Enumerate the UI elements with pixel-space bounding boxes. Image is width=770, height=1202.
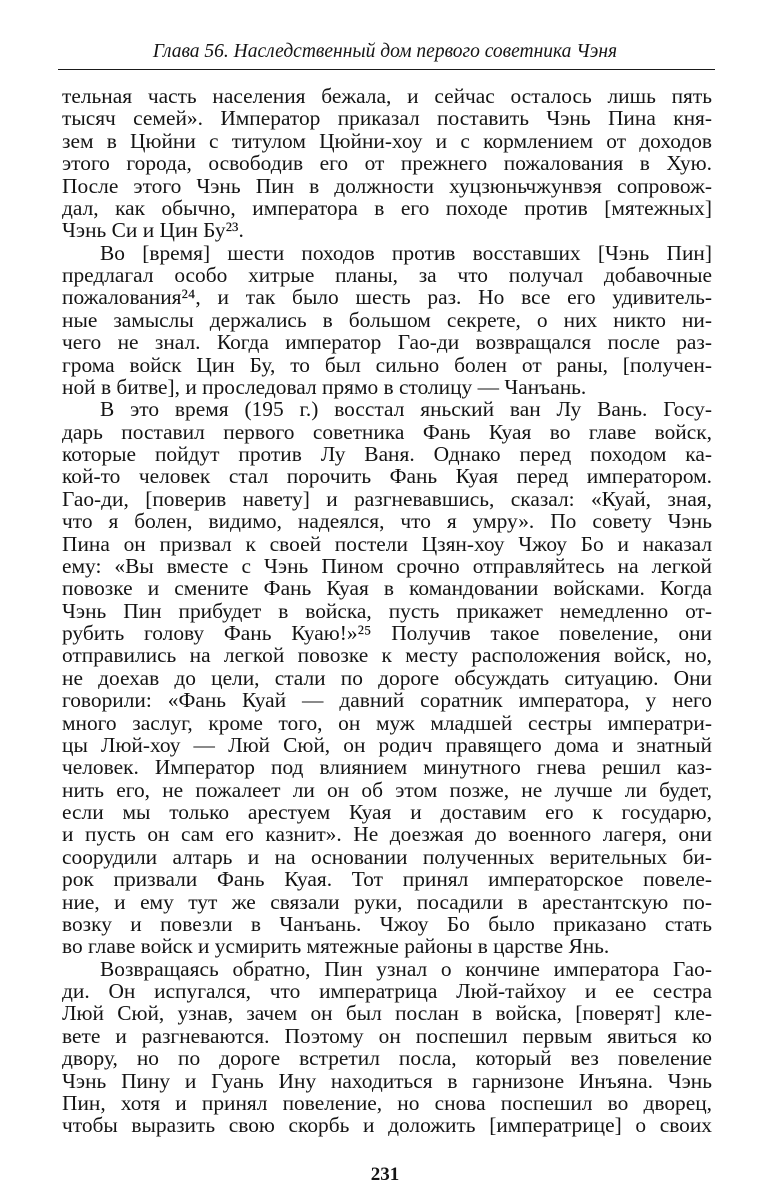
text-line: и пусть он сам его казнит». Не доезжая до военного лагеря, они bbox=[62, 822, 712, 847]
text-line: отправились на легкой повозке к месту расположения войск, но, bbox=[62, 643, 712, 668]
text-line: предлагал особо хитрые планы, за что получал добавочные bbox=[62, 263, 712, 287]
text-line: кой-то человек стал порочить Фань Куая перед императором. bbox=[62, 464, 712, 489]
text-line: чтобы выразить свою скорбь и доложить [императрице] о своих bbox=[62, 1113, 712, 1138]
text-line: вете и разгневаются. Поэтому он поспешил первым явиться ко bbox=[62, 1023, 712, 1048]
text-line: много заслуг, кроме того, он муж младшей сестры императри- bbox=[62, 710, 712, 735]
text-line: Люй Сюй, узнав, зачем он был послан в войска, [поверят] кле- bbox=[62, 1001, 712, 1026]
text-line: чего не знал. Когда император Гао-ди возвращался после раз- bbox=[62, 330, 712, 355]
text-line: ние, и ему тут же связали руки, посадили в арестантскую по- bbox=[62, 889, 712, 914]
text-line: Во [время] шести походов против восставших [Чэнь Пин] bbox=[100, 240, 712, 265]
text-line: этого города, освободив его от прежнего пожалования в Хую. bbox=[62, 151, 712, 176]
text-line: если мы только арестуем Куая и доставим его к государю, bbox=[62, 800, 712, 824]
text-line: Чэнь Пину и Гуань Ину находиться в гарнизоне Инъяна. Чэнь bbox=[62, 1068, 712, 1093]
text-line: тысяч семей». Император приказал поставить Чэнь Пина кня- bbox=[62, 106, 712, 131]
text-line: Пин, хотя и принял повеление, но снова поспешил во дворец, bbox=[62, 1090, 712, 1115]
text-line: нить его, не пожалеет ли он об этом позже, не лучше ли будет, bbox=[62, 777, 712, 802]
text-line: ные замыслы держались в большом секрете, о них никто ни- bbox=[62, 307, 712, 332]
text-line: которые пойдут против Лу Ваня. Однако перед походом ка- bbox=[62, 442, 712, 466]
page-number: 231 bbox=[370, 1164, 400, 1185]
body-text bbox=[62, 85, 712, 1137]
text-line: Гао-ди, [поверив навету] и разгневавшись, сказал: «Куай, зная, bbox=[62, 486, 712, 511]
text-line: дарь поставил первого советника Фань Куая во главе войск, bbox=[62, 419, 712, 444]
text-line: говорили: «Фань Куай — давний соратник императора, у него bbox=[62, 688, 712, 713]
text-line: соорудили алтарь и на основании полученных верительных би- bbox=[62, 844, 712, 869]
text-line: возку и повезли в Чанъань. Чжоу Бо было приказано стать bbox=[62, 911, 712, 936]
text-line: что я болен, видимо, надеялся, что я умру». По совету Чэнь bbox=[62, 509, 712, 534]
text-line: дал, как обычно, императора в его походе против [мятежных] bbox=[62, 195, 712, 220]
text-line: не доехав до цели, стали по дороге обсуждать ситуацию. Они bbox=[62, 665, 712, 690]
text-line: двору, но по дороге встретил посла, который вез повеление bbox=[62, 1046, 712, 1071]
text-line: Чэнь Си и Цин Бу²³. bbox=[62, 218, 244, 243]
text-line: ной в битве], и проследовал прямо в столицу — Чанъань. bbox=[62, 374, 587, 399]
running-head: Глава 56. Наследственный дом первого советника Чэня bbox=[152, 41, 618, 62]
text-line: В это время (195 г.) восстал яньский ван Лу Вань. Госу- bbox=[100, 397, 712, 422]
text-line: После этого Чэнь Пин в должности хуцзюньчжунвэя сопровож- bbox=[62, 173, 712, 198]
text-line: Пина он призвал к своей постели Цзян-хоу Чжоу Бо и наказал bbox=[62, 531, 712, 556]
text-line: зем в Цюйни с титулом Цюйни-хоу и с кормлением от доходов bbox=[62, 128, 712, 153]
text-line: цы Люй-хоу — Люй Сюй, он родич правящего дома и знатный bbox=[62, 732, 712, 757]
text-line: во главе войск и усмирить мятежные районы в царстве Янь. bbox=[62, 934, 610, 959]
text-line: человек. Император под влиянием минутного гнева решил каз- bbox=[62, 755, 712, 780]
text-line: ди. Он испугался, что императрица Люй-тайхоу и ее сестра bbox=[62, 979, 712, 1003]
text-line: рок призвали Фань Куая. Тот принял императорское повеле- bbox=[62, 867, 712, 892]
text-line: Чэнь Пин прибудет в войска, пусть прикажет немедленно от- bbox=[62, 598, 712, 623]
text-line: повозке и смените Фань Куая в командовании войсками. Когда bbox=[62, 576, 712, 601]
text-line: пожалования²⁴, и так было шесть раз. Но все его удивитель- bbox=[62, 285, 712, 310]
text-line: тельная часть населения бежала, и сейчас осталось лишь пять bbox=[62, 84, 712, 108]
text-line: рубить голову Фань Куаю!»²⁵ Получив такое повеление, они bbox=[62, 621, 712, 645]
text-line: ему: «Вы вместе с Чэнь Пином срочно отправляйтесь на легкой bbox=[62, 553, 712, 578]
header-rule bbox=[58, 69, 715, 70]
text-line: Возвращаясь обратно, Пин узнал о кончине императора Гао- bbox=[100, 956, 712, 981]
text-line: грома войск Цин Бу, то был сильно болен от раны, [получен- bbox=[62, 352, 712, 377]
